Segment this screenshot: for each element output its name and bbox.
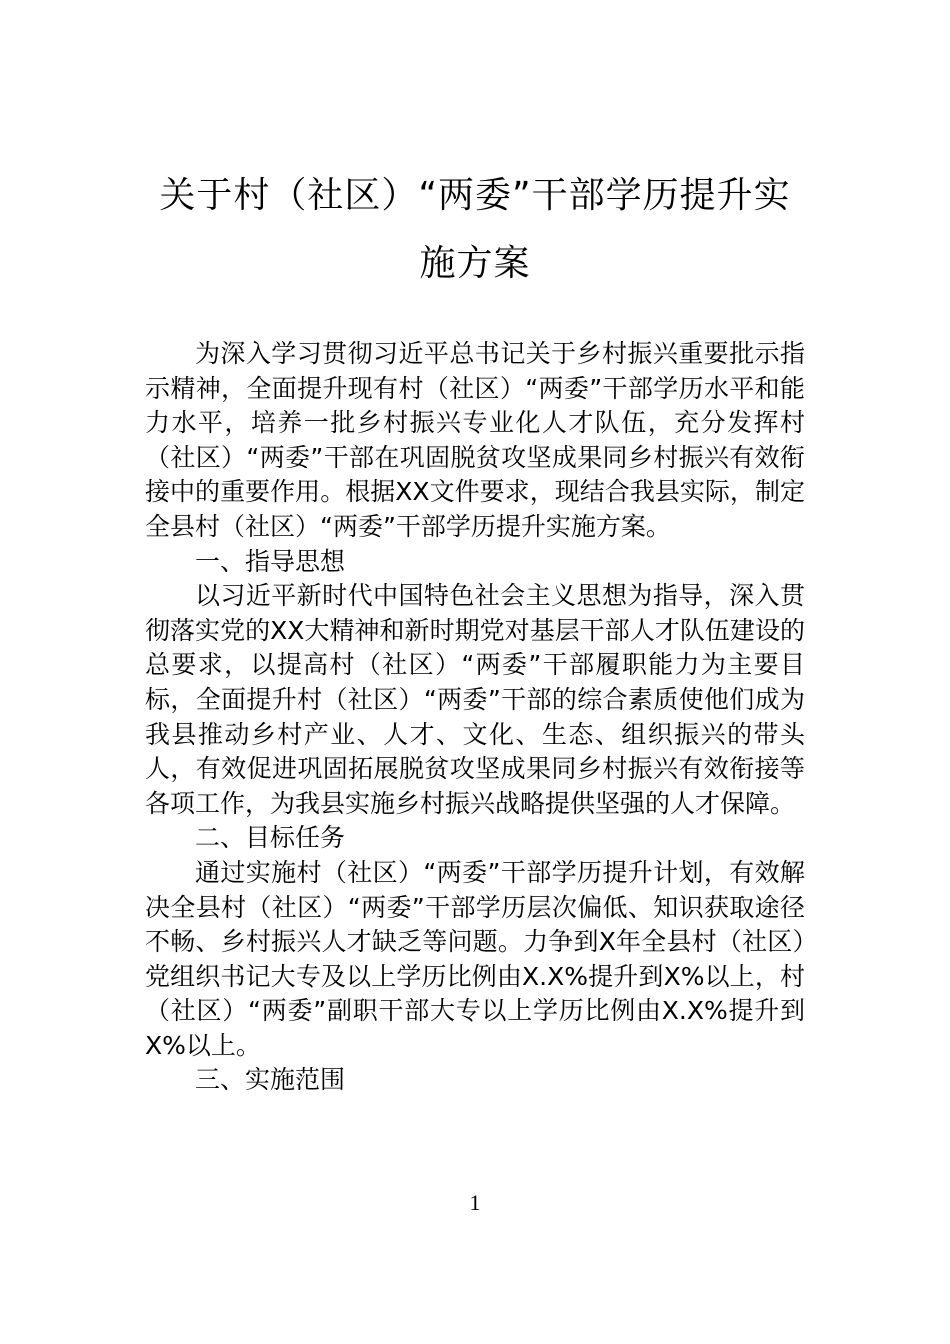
title-line-1: 关于村（社区）“两委”干部学历提升实 bbox=[159, 175, 791, 216]
section-heading-goals-tasks: 二、目标任务 bbox=[195, 823, 346, 853]
section-heading-scope: 三、实施范围 bbox=[195, 1065, 346, 1095]
intro-paragraph: 为深入学习贯彻习近平总书记关于乡村振兴重要批示指示精神，全面提升现有村（社区）“两委”干部学历水平和能力水平，培养一批乡村振兴专业化人才队伍，充分发挥村（社区）“两委”干部在巩固脱贫攻坚成果同乡村振兴有效衔接中的重要作用。根据XX文件要求，现结合我县实际，制定全县村（社区）“两委”干部学历提升实施方案。 bbox=[145, 339, 805, 541]
section-heading-guiding-ideology: 一、指导思想 bbox=[195, 546, 346, 576]
section-body-guiding-ideology: 以习近平新时代中国特色社会主义思想为指导，深入贯彻落实党的XX大精神和新时期党对基层干部人才队伍建设的总要求，以提高村（社区）“两委”干部履职能力为主要目标，全面提升村（社区）“两委”干部的综合素质使他们成为我县推动乡村产业、人才、文化、生态、组织振兴的带头人，有效促进巩固拓展脱贫攻坚成果同乡村振兴有效衔接等各项工作，为我县实施乡村振兴战略提供坚强的人才保障。 bbox=[145, 581, 805, 818]
page-number: 1 bbox=[469, 1190, 481, 1215]
title-line-2: 施方案 bbox=[419, 243, 531, 284]
section-body-goals-tasks: 通过实施村（社区）“两委”干部学历提升计划，有效解决全县村（社区）“两委”干部学历层次偏低、知识获取途径不畅、乡村振兴人才缺乏等问题。力争到X年全县村（社区）党组织书记大专及以上学历比例由X.X%提升到X%以上，村（社区）“两委”副职干部大专以上学历比例由X.X%提升到X%以上。 bbox=[145, 857, 805, 1060]
document-title bbox=[145, 162, 805, 298]
document-body bbox=[145, 337, 805, 1098]
